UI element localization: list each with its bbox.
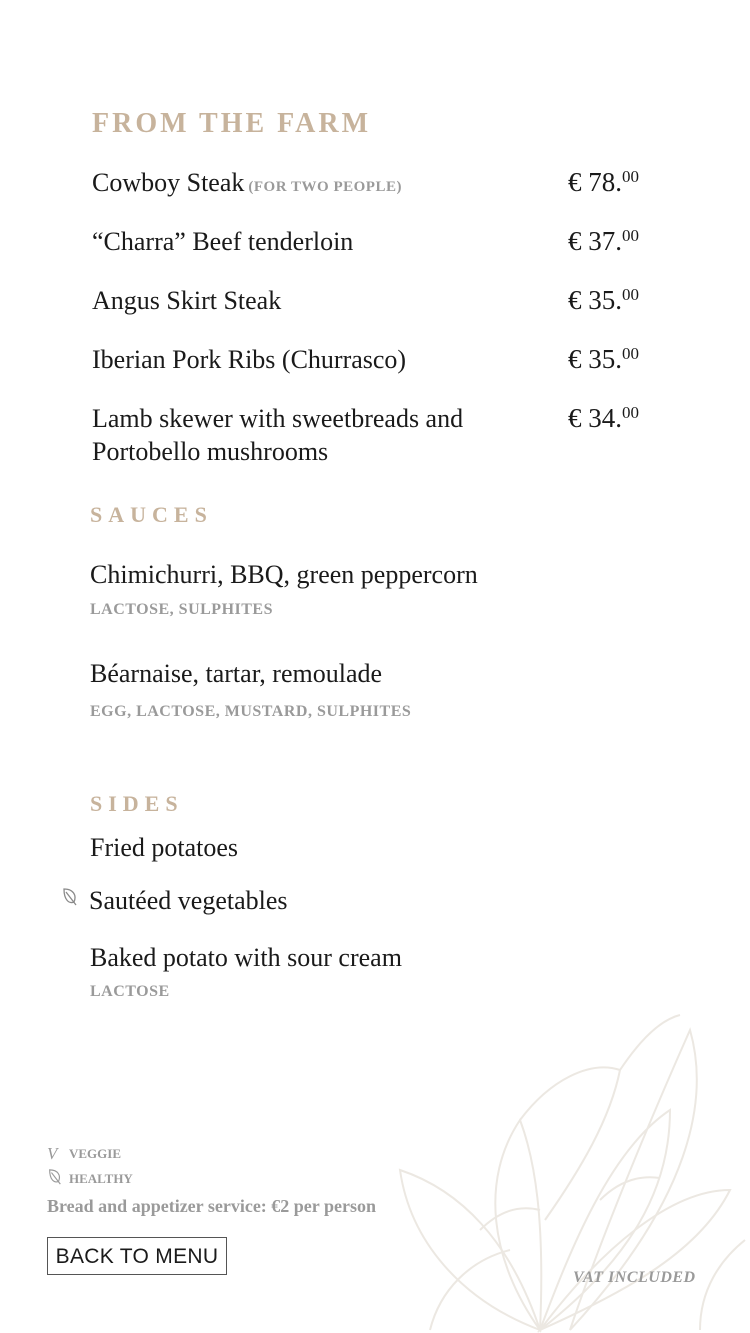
- menu-item-price: € 35.00: [568, 344, 639, 374]
- menu-item-name: Cowboy Steak (FOR TWO PEOPLE): [92, 168, 402, 197]
- veggie-legend-label: VEGGIE: [69, 1146, 122, 1161]
- sauce-item-name: Béarnaise, tartar, remoulade: [90, 659, 383, 688]
- leaf-icon: [61, 887, 79, 907]
- bread-service-note: Bread and appetizer service: €2 per person: [47, 1196, 376, 1216]
- back-to-menu-button[interactable]: BACK TO MENU: [47, 1237, 227, 1275]
- side-item-name: Fried potatoes: [90, 833, 239, 862]
- menu-item-price: € 78.00: [568, 167, 639, 197]
- allergen-list: LACTOSE: [90, 983, 170, 1000]
- veggie-icon: V: [47, 1144, 58, 1163]
- menu-item-name: Lamb skewer with sweetbreads and Portobello mushrooms: [92, 404, 464, 466]
- menu-item-price: € 35.00: [568, 285, 639, 315]
- sides-section-title: SIDES: [90, 791, 184, 816]
- sauce-item-name: Chimichurri, BBQ, green peppercorn: [90, 560, 478, 589]
- menu-item-price: € 34.00: [568, 403, 639, 433]
- vat-note: VAT INCLUDED: [573, 1269, 696, 1286]
- allergen-list: LACTOSE, SULPHITES: [90, 601, 273, 618]
- menu-item-price: € 37.00: [568, 226, 639, 256]
- healthy-leaf-icon: [47, 1168, 63, 1186]
- side-item-name: Sautéed vegetables: [89, 886, 288, 915]
- farm-section-title: FROM THE FARM: [92, 108, 372, 139]
- menu-item-name: “Charra” Beef tenderloin: [92, 227, 354, 256]
- allergen-list: EGG, LACTOSE, MUSTARD, SULPHITES: [90, 703, 412, 720]
- sauces-section-title: SAUCES: [90, 502, 213, 527]
- healthy-legend-label: HEALTHY: [69, 1171, 133, 1186]
- menu-item-name: Angus Skirt Steak: [92, 286, 282, 315]
- side-item-name: Baked potato with sour cream: [90, 943, 402, 972]
- menu-item-name: Iberian Pork Ribs (Churrasco): [92, 345, 407, 374]
- serving-note: (FOR TWO PEOPLE): [248, 179, 402, 195]
